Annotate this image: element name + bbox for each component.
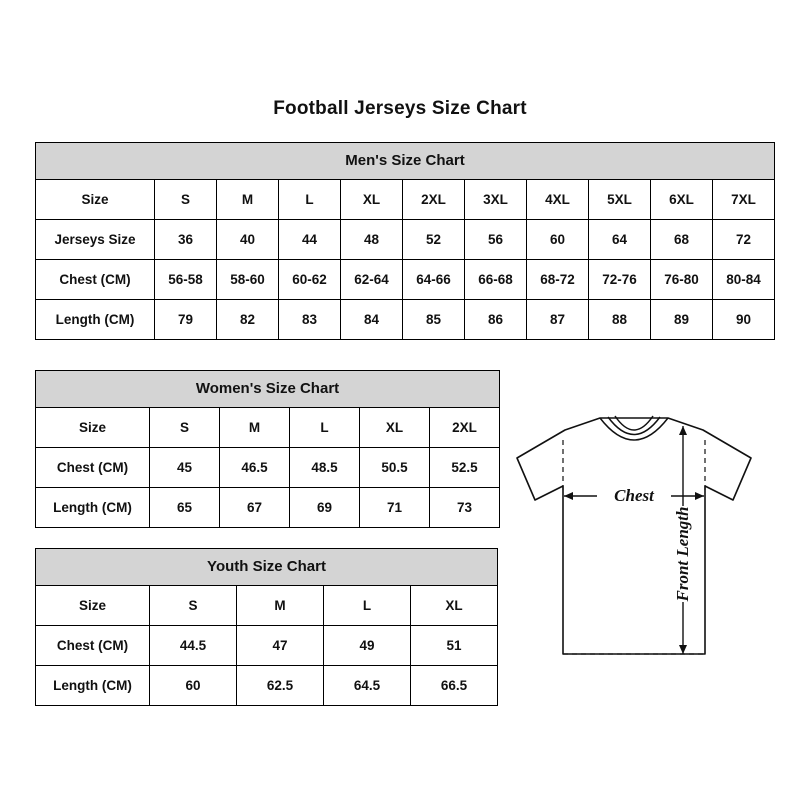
cell: 60-62 [279,260,341,300]
table-row [36,448,500,488]
cell: M [217,180,279,220]
cell: 2XL [403,180,465,220]
cell: M [220,408,290,448]
womens-size-table [35,370,500,528]
cell: L [290,408,360,448]
chest-arrow-right [695,492,704,500]
cell: 82 [217,300,279,340]
row-header-chest: Chest (CM) [36,260,155,300]
cell: 66.5 [411,666,498,706]
jersey-measurement-diagram [505,400,785,700]
cell: 83 [279,300,341,340]
cell: 80-84 [713,260,775,300]
cell: 56-58 [155,260,217,300]
cell: 79 [155,300,217,340]
cell: 4XL [527,180,589,220]
chest-label: Chest [614,486,654,505]
mens-size-table [35,142,775,340]
cell: 36 [155,220,217,260]
cell: 51 [411,626,498,666]
cell: 84 [341,300,403,340]
cell: 64-66 [403,260,465,300]
cell: 71 [360,488,430,528]
cell: L [279,180,341,220]
row-header-chest: Chest (CM) [36,626,150,666]
row-header-size: Size [36,586,150,626]
cell: 76-80 [651,260,713,300]
womens-chart-caption: Women's Size Chart [35,370,500,407]
cell: 62.5 [237,666,324,706]
cell: 85 [403,300,465,340]
row-header-length: Length (CM) [36,666,150,706]
cell: 58-60 [217,260,279,300]
cell: 90 [713,300,775,340]
table-row [36,180,775,220]
cell: 89 [651,300,713,340]
cell: 64 [589,220,651,260]
row-header-size: Size [36,408,150,448]
youth-size-chart [35,548,493,706]
womens-size-chart [35,370,493,528]
cell: XL [360,408,430,448]
cell: XL [341,180,403,220]
jersey-outline [517,418,751,654]
cell: S [155,180,217,220]
cell: 66-68 [465,260,527,300]
row-header-jerseys-size: Jerseys Size [36,220,155,260]
length-arrow-top [679,426,687,435]
cell: 87 [527,300,589,340]
cell: 67 [220,488,290,528]
row-header-length: Length (CM) [36,300,155,340]
cell: S [150,586,237,626]
table-row [36,300,775,340]
table-row [36,626,498,666]
youth-chart-caption: Youth Size Chart [35,548,498,585]
cell: 44 [279,220,341,260]
cell: 52.5 [430,448,500,488]
cell: 45 [150,448,220,488]
cell: 52 [403,220,465,260]
cell: 44.5 [150,626,237,666]
table-row [36,220,775,260]
cell: 88 [589,300,651,340]
cell: 6XL [651,180,713,220]
youth-size-table [35,548,498,706]
cell: 49 [324,626,411,666]
cell: L [324,586,411,626]
length-arrow-bottom [679,645,687,654]
cell: 86 [465,300,527,340]
cell: 65 [150,488,220,528]
cell: 7XL [713,180,775,220]
cell: 68 [651,220,713,260]
cell: 72-76 [589,260,651,300]
cell: 40 [217,220,279,260]
cell: 46.5 [220,448,290,488]
cell: 60 [527,220,589,260]
table-row [36,260,775,300]
cell: 60 [150,666,237,706]
cell: S [150,408,220,448]
cell: 73 [430,488,500,528]
table-row [36,586,498,626]
table-row [36,666,498,706]
cell: 47 [237,626,324,666]
cell: 48.5 [290,448,360,488]
cell: 48 [341,220,403,260]
cell: 68-72 [527,260,589,300]
cell: 72 [713,220,775,260]
cell: 5XL [589,180,651,220]
cell: M [237,586,324,626]
row-header-chest: Chest (CM) [36,448,150,488]
cell: 56 [465,220,527,260]
cell: 3XL [465,180,527,220]
cell: 50.5 [360,448,430,488]
row-header-length: Length (CM) [36,488,150,528]
table-row [36,488,500,528]
cell: 69 [290,488,360,528]
table-row [36,408,500,448]
row-header-size: Size [36,180,155,220]
cell: 2XL [430,408,500,448]
collar-outer [600,418,668,440]
mens-size-chart [35,142,765,340]
cell: XL [411,586,498,626]
mens-chart-caption: Men's Size Chart [35,142,775,179]
chest-arrow-left [564,492,573,500]
cell: 62-64 [341,260,403,300]
collar-inner-1 [608,417,660,435]
cell: 64.5 [324,666,411,706]
page-title: Football Jerseys Size Chart [273,98,527,119]
front-length-label: Front Length [673,506,692,602]
